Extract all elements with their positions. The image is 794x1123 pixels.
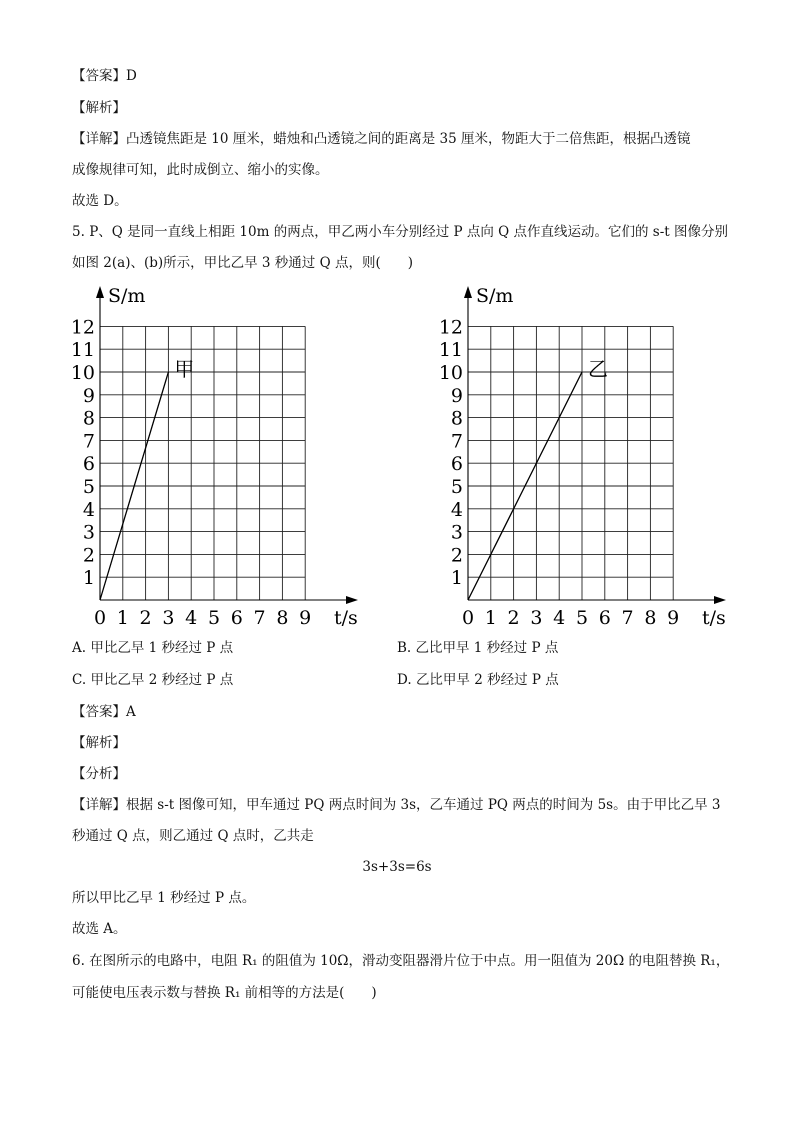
x-tick-label: 1	[116, 607, 129, 629]
q4-answer	[72, 66, 137, 86]
y-tick-label: 5	[450, 476, 463, 498]
y-axis-arrow	[464, 286, 472, 298]
series-label: 乙	[588, 357, 608, 381]
q5-detail-line1: 【详解】根据 s-t 图像可知，甲车通过 PQ 两点时间为 3s，乙车通过 PQ 两点的时间为 5s。由于甲比乙早 3	[72, 797, 721, 813]
x-tick-label: 6	[598, 607, 611, 629]
q5-detail-line3: 所以甲比乙早 1 秒经过 P 点。	[72, 890, 256, 906]
y-tick-label: 6	[82, 453, 95, 476]
y-tick-label: 9	[450, 384, 463, 407]
y-tick-label: 5	[82, 476, 95, 498]
q5-fenxi-tag: 【分析】	[72, 766, 126, 782]
x-tick-label: 3	[162, 607, 175, 629]
x-tick-label: 0	[461, 607, 475, 629]
q5-equation: 3s+3s=6s	[362, 859, 432, 875]
detail-tag: 【详解】	[72, 797, 126, 813]
y-tick-label: 10	[70, 362, 95, 384]
y-tick-label: 4	[82, 498, 95, 521]
y-axis-label: S/m	[476, 285, 514, 307]
x-tick-label: 7	[253, 607, 266, 629]
y-tick-label: 2	[82, 544, 95, 567]
y-tick-label: 8	[450, 407, 463, 430]
answer-value: A	[126, 704, 136, 720]
q5-stem-line2: 如图 2(a)、(b)所示，甲比乙早 3 秒通过 Q 点，则( )	[72, 255, 413, 271]
q5-option-d[interactable]: D. 乙比甲早 2 秒经过 P 点	[397, 672, 559, 688]
y-tick-label: 12	[70, 316, 95, 339]
q4-detail-line2: 成像规律可知，此时成倒立、缩小的实像。	[72, 162, 329, 178]
q5-option-a[interactable]: A. 甲比乙早 1 秒经过 P 点	[72, 640, 234, 656]
q5-detail-line2: 秒通过 Q 点，则乙通过 Q 点时，乙共走	[72, 828, 314, 844]
x-tick-label: 9	[299, 607, 312, 629]
y-tick-label: 12	[438, 316, 463, 339]
x-tick-label: 7	[621, 607, 634, 629]
y-tick-label: 6	[450, 453, 463, 476]
y-axis-arrow	[96, 286, 104, 298]
x-axis-arrow	[346, 596, 358, 604]
q5-option-c[interactable]: C. 甲比乙早 2 秒经过 P 点	[72, 672, 234, 688]
x-tick-label: 5	[575, 607, 589, 629]
x-tick-label: 4	[185, 607, 198, 629]
x-tick-label: 0	[93, 607, 107, 629]
answer-tag: 【答案】	[72, 68, 126, 84]
x-tick-label: 4	[553, 607, 566, 629]
x-tick-label: 6	[230, 607, 243, 629]
y-tick-label: 11	[438, 339, 463, 362]
y-tick-label: 7	[450, 430, 463, 453]
x-tick-label: 1	[484, 607, 497, 629]
y-tick-label: 9	[82, 384, 95, 407]
x-axis-label: t/s	[702, 607, 726, 629]
y-tick-label: 4	[450, 498, 463, 521]
y-tick-label: 3	[82, 521, 95, 544]
x-tick-label: 9	[667, 607, 680, 629]
q5-stem-line1: 5. P、Q 是同一直线上相距 10m 的两点，甲乙两小车分别经过 P 点向 Q 点作直线运动。它们的 s-t 图像分别	[72, 224, 729, 240]
y-tick-label: 2	[450, 544, 463, 567]
y-tick-label: 7	[82, 430, 95, 453]
y-tick-label: 3	[450, 521, 463, 544]
chart-jia	[62, 280, 372, 635]
q5-conclusion: 故选 A。	[72, 921, 127, 937]
q6-stem-line1: 6. 在图所示的电路中，电阻 R₁ 的阻值为 10Ω，滑动变阻器滑片位于中点。用一阻值为 20Ω 的电阻替换 R₁，	[72, 953, 730, 969]
q4-analysis-tag: 【解析】	[72, 100, 126, 116]
y-axis-label: S/m	[108, 285, 146, 307]
q6-stem-line2: 可能使电压表示数与替换 R₁ 前相等的方法是( )	[72, 985, 377, 1001]
y-tick-label: 10	[438, 362, 463, 384]
q4-conclusion: 故选 D。	[72, 193, 128, 209]
x-axis-label: t/s	[334, 607, 358, 629]
answer-tag: 【答案】	[72, 704, 126, 720]
detail-tag: 【详解】	[72, 131, 126, 147]
q5-analysis-tag: 【解析】	[72, 735, 126, 751]
chart-yi	[430, 280, 740, 635]
q5-answer	[72, 702, 136, 722]
y-tick-label: 1	[450, 567, 463, 590]
y-tick-label: 11	[70, 339, 95, 362]
x-axis-arrow	[714, 596, 726, 604]
series-label: 甲	[174, 357, 195, 381]
x-tick-label: 2	[139, 607, 152, 629]
answer-value: D	[126, 68, 137, 84]
x-tick-label: 2	[507, 607, 520, 629]
y-tick-label: 1	[82, 567, 95, 590]
x-tick-label: 5	[207, 607, 221, 629]
x-tick-label: 8	[644, 607, 657, 629]
q5-option-b[interactable]: B. 乙比甲早 1 秒经过 P 点	[397, 640, 559, 656]
x-tick-label: 3	[530, 607, 543, 629]
x-tick-label: 8	[276, 607, 289, 629]
y-tick-label: 8	[82, 407, 95, 430]
q4-detail-line1: 【详解】凸透镜焦距是 10 厘米，蜡烛和凸透镜之间的距离是 35 厘米，物距大于二倍焦距，根据凸透镜	[72, 131, 691, 147]
